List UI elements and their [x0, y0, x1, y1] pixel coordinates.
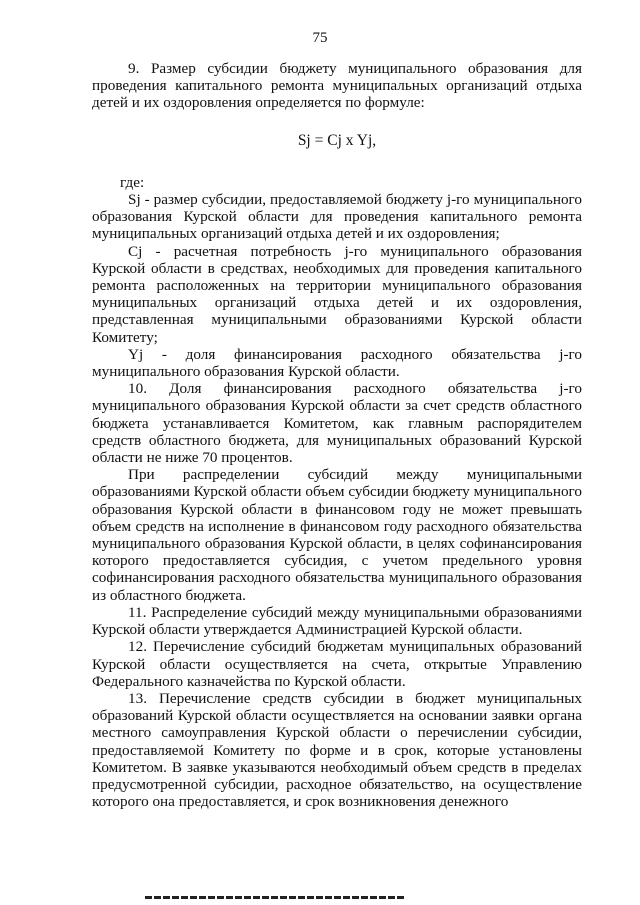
paragraph-10-continued: При распределении субсидий между муниципальными образованиями Курской области объем субсидии бюджету муниципального образования Курской области в финансовом году не может превышать объем средств на исполнение в финансовом году расходного обязательства муниципального образования Курской области, в целях софинансирования которого предоставляется субсидия, с учетом предельного уровня софинансирования расходного обязательства муниципального образования из областного бюджета.: [92, 466, 582, 604]
paragraph-11: 11. Распределение субсидий между муниципальными образованиями Курской области утверждается Администрацией Курской области.: [92, 603, 582, 639]
paragraph-9: 9. Размер субсидии бюджету муниципального образования для проведения капитального ремонта муниципальных организаций отдыха детей и их оздоровления определяется по формуле:: [92, 60, 582, 112]
definition-cj: Cj - расчетная потребность j-го муниципального образования Курской области в средствах, необходимых для проведения капитального ремонта расположенных на территории муниципального образования муниципальных организаций отдыха детей и их оздоровления, представленная муниципальными образованиями Курской области Комитету;: [92, 242, 582, 346]
formula: Sj = Cj x Yj,: [297, 131, 377, 149]
definition-sj: Sj - размер субсидии, предоставляемой бюджету j-го муниципального образования Курской области для проведения капитального ремонта муниципальных организаций отдыха детей и их оздоровления;: [92, 191, 582, 243]
paragraph-13: 13. Перечисление средств субсидии в бюджет муниципальных образований Курской области осуществляется на основании заявки органа местного самоуправления Курской области о перечислении субсидии, предоставляемой Комитету по форме и в срок, которые установлены Комитетом. В заявке указываются необходимый объем средств в пределах предусмотренной субсидии, расходное обязательство, на осуществление которого она предоставляется, и срок возникновения денежного: [92, 689, 582, 811]
page-number: 75: [312, 30, 328, 46]
document-body: [92, 60, 582, 810]
definition-yj: Yj - доля финансирования расходного обязательства j-го муниципального образования Курской области.: [92, 345, 582, 381]
bottom-scan-line: [145, 896, 405, 899]
paragraph-10: 10. Доля финансирования расходного обязательства j-го муниципального образования Курской области за счет средств областного бюджета устанавливается Комитетом, как главным распорядителем средств областного бюджета, для муниципальных образований Курской области не ниже 70 процентов.: [92, 380, 582, 467]
where-label: где:: [120, 173, 145, 191]
paragraph-12: 12. Перечисление субсидий бюджетам муниципальных образований Курской области осуществляется на счета, открытые Управлению Федерального казначейства по Курской области.: [92, 638, 582, 690]
